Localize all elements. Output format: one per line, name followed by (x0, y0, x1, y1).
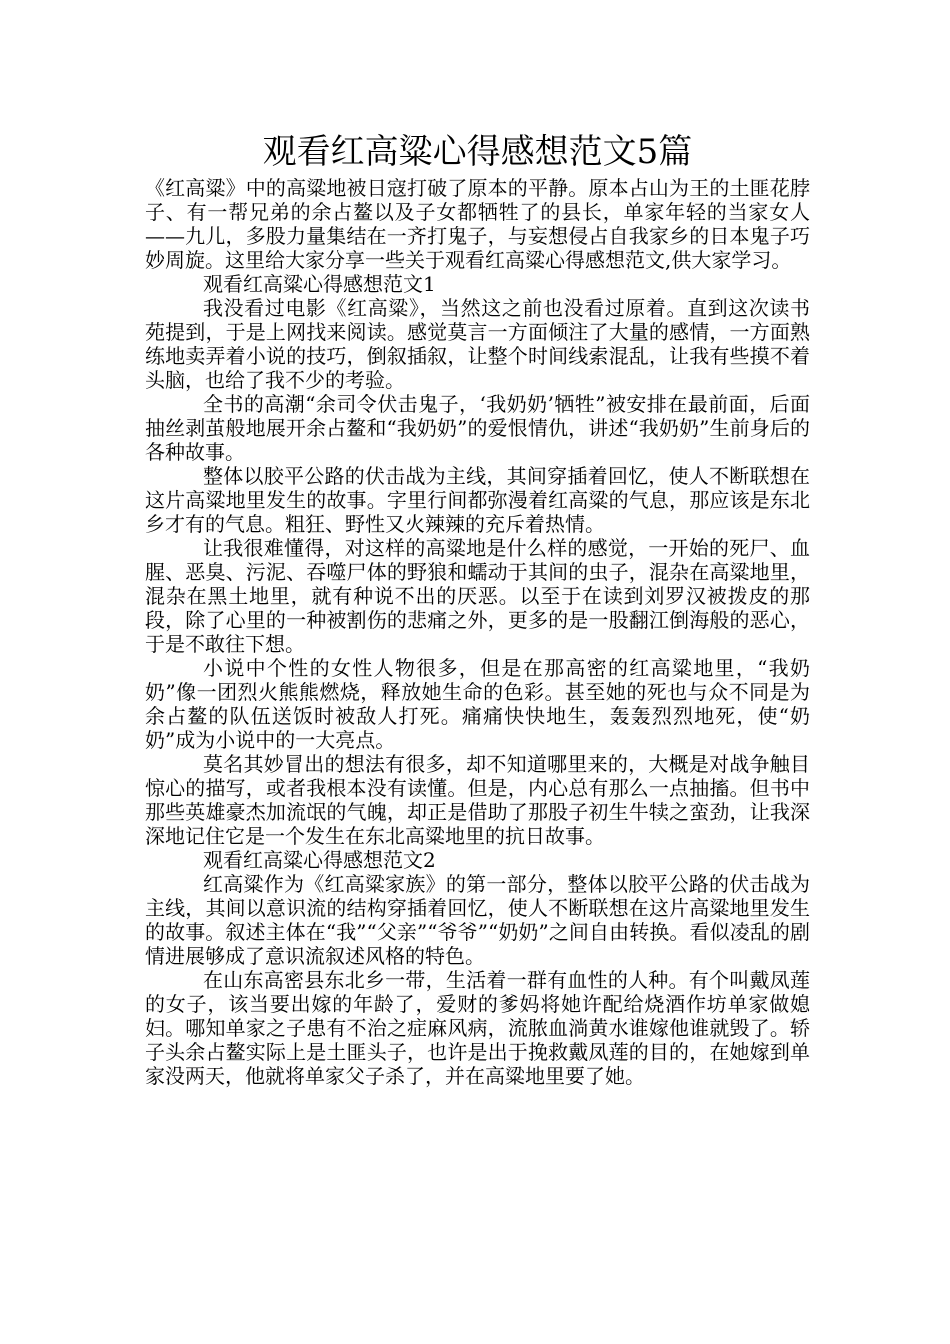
section1-paragraph-2: 全书的高潮“余司令伏击鬼子，‘我奶奶’牺牲”被安排在最前面，后面抽丝剥茧般地展开余占鳌和“我奶奶”的爱恨情仇，讲述“我奶奶”生前身后的各种故事。 (145, 392, 810, 464)
section1-paragraph-3: 整体以胶平公路的伏击战为主线，其间穿插着回忆，使人不断联想在这片高粱地里发生的故事。字里行间都弥漫着红高粱的气息，那应该是东北乡才有的气息。粗狂、野性又火辣辣的充斥着热情。 (145, 464, 810, 536)
section1-paragraph-1: 我没看过电影《红高粱》，当然这之前也没看过原着。直到这次读书苑提到，于是上网找来阅读。感觉莫言一方面倾注了大量的感情，一方面熟练地卖弄着小说的技巧，倒叙插叙，让整个时间线索混乱，让我有些摸不着头脑，也给了我不少的考验。 (145, 296, 810, 392)
section-heading-2: 观看红高粱心得感想范文2 (203, 848, 436, 872)
section1-paragraph-4: 让我很难懂得，对这样的高粱地是什么样的感觉，一开始的死尸、血腥、恶臭、污泥、吞噬尸体的野狼和蠕动于其间的虫子，混杂在高粱地里，混杂在黑土地里，就有种说不出的厌恶。以至于在读到刘罗汉被拨皮的那段，除了心里的一种被割伤的悲痛之外，更多的是一股翻江倒海般的恶心，于是不敢往下想。 (145, 536, 810, 656)
document-title: 观看红高粱心得感想范文5篇 (262, 132, 693, 172)
intro-paragraph: 《红高粱》中的高粱地被日寇打破了原本的平静。原本占山为王的土匪花脖子、有一帮兄弟的余占鳌以及子女都牺牲了的县长，单家年轻的当家女人——九儿，多股力量集结在一齐打鬼子，与妄想侵占自我家乡的日本鬼子巧妙周旋。这里给大家分享一些关于观看红高粱心得感想范文,供大家学习。 (145, 176, 810, 272)
document-body (145, 128, 810, 1088)
section2-paragraph-2: 在山东高密县东北乡一带，生活着一群有血性的人种。有个叫戴凤莲的女子，该当要出嫁的年龄了，爱财的爹妈将她许配给烧酒作坊单家做媳妇。哪知单家之子患有不治之症麻风病，流脓血淌黄水谁嫁他谁就毁了。轿子头余占鳌实际上是土匪头子，也许是出于挽救戴凤莲的目的，在她嫁到单家没两天，他就将单家父子杀了，并在高粱地里要了她。 (145, 968, 810, 1088)
section-heading-1: 观看红高粱心得感想范文1 (203, 272, 436, 296)
section1-paragraph-5: 小说中个性的女性人物很多，但是在那高密的红高粱地里，“我奶奶”像一团烈火熊熊燃烧，释放她生命的色彩。甚至她的死也与众不同是为余占鳌的队伍送饭时被敌人打死。痛痛快快地生，轰轰烈烈地死，使“奶奶”成为小说中的一大亮点。 (145, 656, 810, 752)
section1-paragraph-6: 莫名其妙冒出的想法有很多，却不知道哪里来的，大概是对战争触目惊心的描写，或者我根本没有读懂。但是，内心总有那么一点抽搐。但书中那些英雄豪杰加流氓的气魄，却正是借助了那股子初生牛犊之蛮劲，让我深深地记住它是一个发生在东北高粱地里的抗日故事。 (145, 752, 810, 848)
section2-paragraph-1: 红高粱作为《红高粱家族》的第一部分，整体以胶平公路的伏击战为主线，其间以意识流的结构穿插着回忆，使人不断联想在这片高粱地里发生的故事。叙述主体在“我”“父亲”“爷爷”“奶奶”之间自由转换。看似凌乱的剧情进展够成了意识流叙述风格的特色。 (145, 872, 810, 968)
